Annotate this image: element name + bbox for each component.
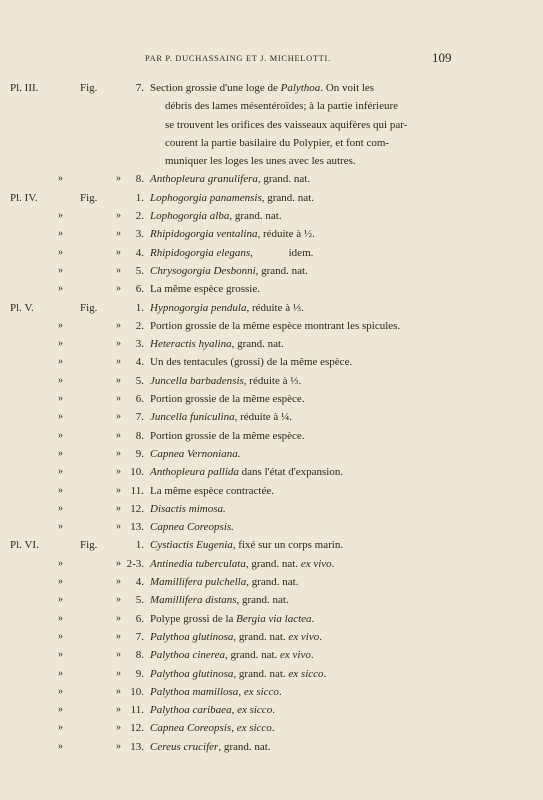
figure-number: 10. <box>130 466 144 479</box>
figure-line <box>0 207 543 225</box>
figure-entry <box>0 189 543 207</box>
figure-number: 2. <box>135 319 144 332</box>
figure-line <box>0 189 543 207</box>
figure-entry <box>0 262 543 280</box>
figure-description: Capnea Coreopsis, ex sicco. <box>150 722 275 735</box>
figure-line <box>0 317 543 335</box>
figure-description: Anthopleura pallida dans l'état d'expansion. <box>150 466 344 479</box>
figure-entry <box>0 665 543 683</box>
ditto-mark: » <box>58 557 63 569</box>
figure-line <box>0 390 543 408</box>
figure-description: Portion grossie de la même espèce. <box>150 393 305 406</box>
ditto-mark: » <box>116 447 121 459</box>
figure-continuation-line <box>0 152 543 170</box>
figure-number: 8. <box>135 429 144 442</box>
ditto-mark: » <box>116 502 121 514</box>
figure-number: 3. <box>135 228 144 241</box>
figure-line <box>0 573 543 591</box>
figure-line <box>0 463 543 481</box>
ditto-mark: » <box>116 283 121 295</box>
ditto-mark: » <box>58 173 63 185</box>
figure-line <box>0 280 543 298</box>
figure-number: 6. <box>135 393 144 406</box>
ditto-mark: » <box>58 704 63 716</box>
ditto-mark: » <box>116 429 121 441</box>
ditto-mark: » <box>116 704 121 716</box>
figure-description: Polype grossi de la Bergia via lactea. <box>150 612 315 625</box>
figure-entry <box>0 536 543 554</box>
figure-number: 12. <box>130 722 144 735</box>
ditto-mark: » <box>116 685 121 697</box>
ditto-mark: » <box>58 667 63 679</box>
figure-number: 3. <box>135 338 144 351</box>
running-head: PAR P. DUCHASSAING ET J. MICHELOTTI. <box>145 54 331 63</box>
figure-line <box>0 536 543 554</box>
figure-number: 5. <box>135 594 144 607</box>
figure-number: 4. <box>135 246 144 259</box>
figure-number: 7. <box>135 82 144 94</box>
figure-description: Palythoa glutinosa, grand. nat. ex vivo. <box>150 630 322 643</box>
ditto-mark: » <box>116 246 121 258</box>
figure-number: 8. <box>135 173 144 186</box>
figure-line <box>0 335 543 353</box>
ditto-mark: » <box>116 521 121 533</box>
figure-entry <box>0 445 543 463</box>
figure-number: 5. <box>135 374 144 387</box>
fig-label: Fig. <box>80 191 98 204</box>
figure-description: Palythoa cinerea, grand. nat. ex vivo. <box>150 649 314 662</box>
ditto-mark: » <box>58 722 63 734</box>
figure-description: Juncella funiculina, réduite à ¼. <box>150 411 293 424</box>
ditto-mark: » <box>116 228 121 240</box>
ditto-mark: » <box>58 283 63 295</box>
figure-description: Lophogorgia alba, grand. nat. <box>150 210 282 223</box>
figure-entry <box>0 353 543 371</box>
page-number: 109 <box>432 50 452 65</box>
figure-number: 2-3. <box>126 557 144 570</box>
figure-number: 10. <box>130 685 144 698</box>
ditto-mark: » <box>116 356 121 368</box>
figure-entry <box>0 701 543 719</box>
figure-description: Mamillifera distans, grand. nat. <box>150 594 289 607</box>
ditto-mark: » <box>58 502 63 514</box>
ditto-mark: » <box>116 466 121 478</box>
ditto-mark: » <box>58 228 63 240</box>
figure-entry <box>0 591 543 609</box>
figure-continuation-line <box>0 116 543 134</box>
ditto-mark: » <box>116 722 121 734</box>
figure-line <box>0 591 543 609</box>
figure-number: 13. <box>130 521 144 534</box>
figure-line <box>0 719 543 737</box>
figure-number: 1. <box>135 191 144 204</box>
ditto-mark: » <box>58 319 63 331</box>
figure-line <box>0 353 543 371</box>
ditto-mark: » <box>116 740 121 752</box>
figure-entry <box>0 372 543 390</box>
figure-description: courent la partie basilaire du Polypier, et font com- <box>165 136 390 149</box>
ditto-mark: » <box>58 264 63 276</box>
ditto-mark: » <box>116 630 121 642</box>
figure-line <box>0 408 543 426</box>
figure-number: 6. <box>135 612 144 625</box>
ditto-mark: » <box>58 685 63 697</box>
figure-entry <box>0 573 543 591</box>
ditto-mark: » <box>58 210 63 222</box>
figure-entry <box>0 463 543 481</box>
figure-line <box>0 518 543 536</box>
fig-label: Fig. <box>80 539 98 552</box>
figure-description: Cystiactis Eugenia, fixé sur un corps marin. <box>150 539 344 552</box>
figure-number: 12. <box>130 502 144 515</box>
figure-description: Lophogorgia panamensis, grand. nat. <box>150 191 314 204</box>
fig-label: Fig. <box>80 82 98 94</box>
figure-number: 2. <box>135 210 144 223</box>
plate-label: Pl. IV. <box>10 191 38 204</box>
figure-entry <box>0 427 543 445</box>
ditto-mark: » <box>58 466 63 478</box>
figure-entry <box>0 317 543 335</box>
figure-line <box>0 482 543 500</box>
figure-description: Chrysogorgia Desbonni, grand. nat. <box>150 264 308 277</box>
figure-description: Portion grossie de la même espèce montrant les spicules. <box>150 319 401 332</box>
ditto-mark: » <box>58 576 63 588</box>
figure-number: 11. <box>130 704 144 717</box>
ditto-mark: » <box>58 338 63 350</box>
figure-line <box>0 79 543 97</box>
ditto-mark: » <box>116 649 121 661</box>
figure-entry <box>0 335 543 353</box>
figure-number: 7. <box>135 630 144 643</box>
figure-entry <box>0 170 543 188</box>
figure-description: Disactis mimosa. <box>150 502 226 515</box>
figure-line <box>0 372 543 390</box>
ditto-mark: » <box>116 594 121 606</box>
ditto-mark: » <box>58 484 63 496</box>
ditto-mark: » <box>116 210 121 222</box>
page-header <box>0 50 543 70</box>
figure-description: La même espèce grossie. <box>150 283 260 296</box>
figure-description: Section grossie d'une loge de Palythoa. On voit les <box>150 82 375 94</box>
figure-number: 11. <box>130 484 144 497</box>
plate-label: Pl. III. <box>10 82 39 94</box>
fig-label: Fig. <box>80 301 98 314</box>
figure-line <box>0 555 543 573</box>
ditto-mark: » <box>116 612 121 624</box>
ditto-mark: » <box>116 557 121 569</box>
figure-entry <box>0 500 543 518</box>
figure-number: 4. <box>135 576 144 589</box>
figure-description: Hypnogorgia pendula, réduite à ⅓. <box>150 301 304 314</box>
figure-entry <box>0 390 543 408</box>
figure-entry <box>0 738 543 756</box>
ditto-mark: » <box>58 740 63 752</box>
figure-description: Palythoa caribaea, ex sicco. <box>150 704 275 717</box>
figure-entry <box>0 299 543 317</box>
figure-number: 5. <box>135 264 144 277</box>
plate-label: Pl. V. <box>10 301 34 314</box>
ditto-mark: » <box>58 447 63 459</box>
figure-line <box>0 646 543 664</box>
figure-entry <box>0 408 543 426</box>
figure-entry <box>0 244 543 262</box>
figure-description: Capnea Vernoniana. <box>150 447 241 460</box>
ditto-mark: » <box>58 393 63 405</box>
figure-line <box>0 628 543 646</box>
figure-line <box>0 610 543 628</box>
ditto-mark: » <box>116 393 121 405</box>
figure-description: Rhipidogorgia ventalina, réduite à ½. <box>150 228 315 241</box>
figure-description: muniquer les loges les unes avec les autres. <box>165 155 356 168</box>
figure-line <box>0 500 543 518</box>
ditto-mark: » <box>58 594 63 606</box>
figure-number: 7. <box>135 411 144 424</box>
ditto-mark: » <box>58 356 63 368</box>
figure-entry <box>0 628 543 646</box>
figure-description: Mamillifera pulchella, grand. nat. <box>150 576 299 589</box>
figure-line <box>0 299 543 317</box>
figure-entry <box>0 610 543 628</box>
figure-line <box>0 244 543 262</box>
ditto-mark: » <box>58 246 63 258</box>
figure-entry <box>0 225 543 243</box>
figure-line <box>0 225 543 243</box>
figure-number: 13. <box>130 740 144 753</box>
figure-entry <box>0 683 543 701</box>
ditto-mark: » <box>116 576 121 588</box>
ditto-mark: » <box>116 319 121 331</box>
figure-description: La même espèce contractée. <box>150 484 274 497</box>
figure-description: Rhipidogorgia elegans, idem. <box>150 246 314 259</box>
figure-description: Heteractis hyalina, grand. nat. <box>150 338 284 351</box>
figure-number: 1. <box>135 539 144 552</box>
ditto-mark: » <box>58 411 63 423</box>
figure-number: 9. <box>135 667 144 680</box>
figure-entry <box>0 280 543 298</box>
ditto-mark: » <box>116 173 121 185</box>
figure-description: Anthopleura granulifera, grand. nat. <box>150 173 311 186</box>
figure-line <box>0 262 543 280</box>
ditto-mark: » <box>58 429 63 441</box>
ditto-mark: » <box>116 338 121 350</box>
figure-entry <box>0 646 543 664</box>
figure-entry <box>0 518 543 536</box>
figure-number: 1. <box>135 301 144 314</box>
figure-description: Cereus crucifer, grand. nat. <box>150 740 271 753</box>
ditto-mark: » <box>58 374 63 386</box>
ditto-mark: » <box>116 667 121 679</box>
figure-description: Palythoa mamillosa, ex sicco. <box>150 685 282 698</box>
figure-line <box>0 170 543 188</box>
figure-entry <box>0 555 543 573</box>
figure-number: 9. <box>135 447 144 460</box>
figure-number: 6. <box>135 283 144 296</box>
ditto-mark: » <box>116 411 121 423</box>
ditto-mark: » <box>58 630 63 642</box>
figure-line <box>0 701 543 719</box>
ditto-mark: » <box>116 484 121 496</box>
figure-description: Antinedia tuberculata, grand. nat. ex vivo. <box>150 557 335 570</box>
figure-line <box>0 738 543 756</box>
figure-description: Palythoa glutinosa, grand. nat. ex sicco. <box>150 667 327 680</box>
figure-description: débris des lames mésentéroïdes; à la partie inférieure <box>165 100 399 113</box>
figure-entry <box>0 719 543 737</box>
figure-entry <box>0 482 543 500</box>
figure-continuation-line <box>0 134 543 152</box>
figure-continuation-line <box>0 97 543 115</box>
figure-entry <box>0 79 543 170</box>
figure-number: 8. <box>135 649 144 662</box>
plate-label: Pl. VI. <box>10 539 39 552</box>
figure-line <box>0 427 543 445</box>
ditto-mark: » <box>116 374 121 386</box>
ditto-mark: » <box>58 649 63 661</box>
figure-line <box>0 445 543 463</box>
figure-description: Un des tentacules (grossi) de la même espèce. <box>150 356 353 369</box>
figure-description: Juncella barbadensis, réduite à ⅓. <box>150 374 302 387</box>
ditto-mark: » <box>116 264 121 276</box>
ditto-mark: » <box>58 521 63 533</box>
figure-description: se trouvent les orifices des vaisseaux aquifères qui par- <box>165 118 408 131</box>
figure-number: 4. <box>135 356 144 369</box>
ditto-mark: » <box>58 612 63 624</box>
plate-explanations <box>0 79 543 756</box>
figure-line <box>0 665 543 683</box>
figure-description: Portion grossie de la même espèce. <box>150 429 305 442</box>
figure-description: Capnea Coreopsis. <box>150 521 234 534</box>
figure-entry <box>0 207 543 225</box>
figure-line <box>0 683 543 701</box>
